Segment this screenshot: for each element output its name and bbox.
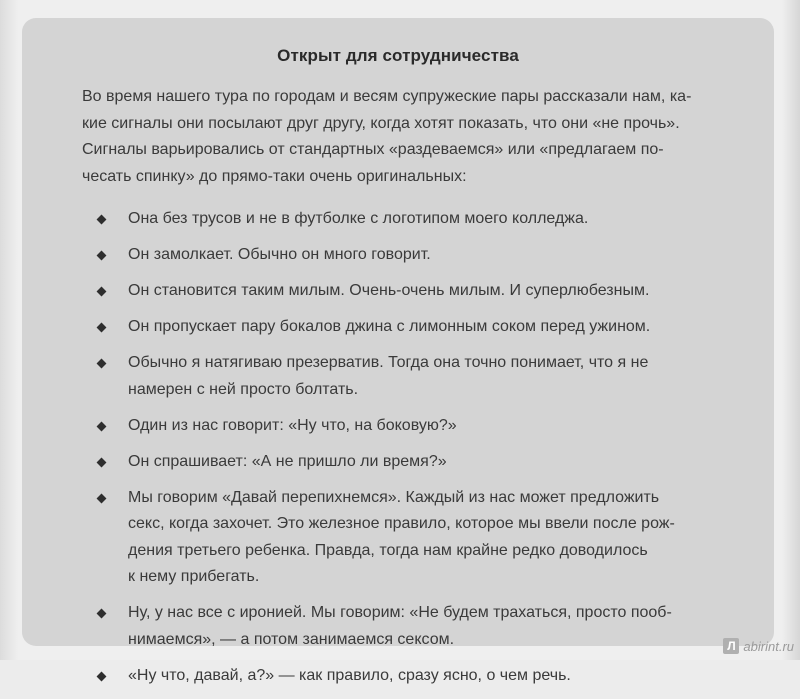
- intro-line: Сигналы варьировались от стандартных «раздеваемся» или «предлагаем по-: [82, 141, 664, 158]
- diamond-bullet-icon: [97, 287, 107, 297]
- list-item-line: Он замолкает. Обычно он много говорит.: [128, 246, 431, 263]
- list-item: [84, 278, 774, 305]
- list-item: [84, 314, 774, 341]
- list-item-line: Один из нас говорит: «Ну что, на боковую?»: [128, 416, 457, 434]
- diamond-bullet-icon: [97, 493, 107, 503]
- list-item-line: секс, когда захочет. Это железное правило, которое мы ввели после рож-: [128, 515, 675, 532]
- list-item: [84, 449, 774, 476]
- list-item-line: намерен с ней просто болтать.: [128, 380, 359, 398]
- list-item: [84, 600, 774, 653]
- diamond-bullet-icon: [97, 359, 107, 369]
- list-item-line: Она без трусов и не в футболке с логотипом моего колледжа.: [128, 210, 589, 227]
- list-item: [84, 413, 774, 440]
- signal-list: [84, 206, 774, 699]
- diamond-bullet-icon: [97, 251, 107, 261]
- list-item: [84, 663, 774, 690]
- list-item: [84, 350, 774, 403]
- diamond-bullet-icon: [97, 323, 107, 333]
- diamond-bullet-icon: [97, 671, 107, 681]
- list-item-line: дения третьего ребенка. Правда, тогда нам крайне редко доводилось: [128, 541, 648, 559]
- list-item-line: Он пропускает пару бокалов джина с лимонным соком перед ужином.: [128, 318, 651, 335]
- intro-line: чесать спинку» до прямо-таки очень оригинальных:: [82, 167, 467, 185]
- labirint-logo-icon: Л: [723, 638, 739, 654]
- watermark: [723, 638, 794, 654]
- list-item-line: нимаемся», — а потом занимаемся сексом.: [128, 630, 455, 648]
- list-item-line: Он спрашивает: «А не пришло ли время?»: [128, 452, 447, 470]
- intro-line: Во время нашего тура по городам и весям супружеские пары рассказали нам, ка-: [82, 88, 692, 105]
- list-item-line: «Ну что, давай, а?» — как правило, сразу ясно, о чем речь.: [128, 666, 571, 684]
- list-item-line: Обычно я натягиваю презерватив. Тогда она точно понимает, что я не: [128, 354, 649, 371]
- list-item: [84, 206, 774, 233]
- list-item-line: Мы говорим «Давай перепихнемся». Каждый из нас может предложить: [128, 488, 660, 506]
- list-item-line: к нему прибегать.: [128, 568, 260, 585]
- box-title: Открыт для сотрудничества: [277, 46, 519, 65]
- list-item: [84, 242, 774, 269]
- watermark-text: abirint.ru: [743, 638, 794, 654]
- diamond-bullet-icon: [97, 215, 107, 225]
- intro-paragraph: [82, 84, 782, 190]
- list-item: [84, 485, 774, 591]
- list-item-line: Ну, у нас все с иронией. Мы говорим: «Не будем трахаться, просто пооб-: [128, 604, 672, 621]
- list-item-line: Он становится таким милым. Очень-очень милым. И суперлюбезным.: [128, 282, 650, 299]
- intro-line: кие сигналы они посылают друг другу, когда хотят показать, что они «не прочь».: [82, 114, 680, 132]
- diamond-bullet-icon: [97, 421, 107, 431]
- diamond-bullet-icon: [97, 609, 107, 619]
- diamond-bullet-icon: [97, 457, 107, 467]
